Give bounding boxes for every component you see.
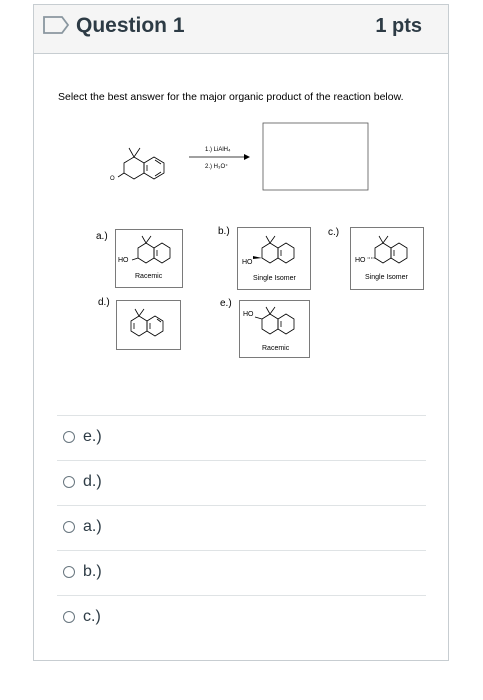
option-b-note: Single Isomer — [253, 275, 296, 282]
answer-choice-b[interactable] — [57, 550, 426, 595]
answer-label[interactable]: c.) — [83, 608, 101, 625]
question-prompt: Select the best answer for the major organic product of the reaction below. — [58, 91, 404, 103]
question-card — [33, 4, 449, 661]
answer-choice-d[interactable] — [57, 460, 426, 505]
option-a-note: Racemic — [135, 273, 163, 280]
arrow-head — [244, 154, 250, 160]
option-b-structure — [237, 227, 311, 290]
radio-button[interactable] — [63, 476, 75, 488]
radio-button[interactable] — [63, 611, 75, 623]
option-e-note: Racemic — [262, 345, 290, 352]
answer-label[interactable]: b.) — [83, 563, 102, 580]
answer-choice-a[interactable] — [57, 505, 426, 550]
option-b-group: HO — [242, 259, 253, 266]
answer-label[interactable]: d.) — [83, 473, 102, 490]
option-a-structure — [115, 229, 183, 288]
option-e-label: e.) — [220, 298, 232, 309]
carbonyl-o-label: O — [110, 176, 115, 182]
answer-label[interactable]: a.) — [83, 518, 102, 535]
option-d-structure — [116, 300, 181, 350]
reagent-step-2: 2.) H₃O⁺ — [205, 164, 229, 170]
option-c-group: HO — [355, 257, 366, 264]
option-d-label: d.) — [98, 297, 110, 308]
radio-button[interactable] — [63, 521, 75, 533]
answer-choice-e[interactable] — [57, 415, 426, 460]
question-points: 1 pts — [375, 15, 422, 37]
option-e-structure — [239, 300, 310, 358]
option-b-label: b.) — [218, 226, 230, 237]
option-c-label: c.) — [328, 227, 340, 238]
option-c-structure — [350, 227, 424, 290]
answer-label[interactable]: e.) — [83, 428, 102, 445]
radio-button[interactable] — [63, 431, 75, 443]
reagent-step-1: 1.) LiAlH₄ — [205, 147, 231, 153]
option-c-note: Single Isomer — [365, 274, 408, 281]
question-title: Question 1 — [76, 14, 185, 37]
option-a-label: a.) — [96, 231, 108, 242]
product-answer-box — [263, 123, 368, 190]
answer-choice-c[interactable] — [57, 595, 426, 640]
answer-choices — [57, 415, 426, 640]
radio-button[interactable] — [63, 566, 75, 578]
option-a-group: HO — [118, 257, 129, 264]
option-d-molecule — [117, 301, 180, 349]
option-e-group: HO — [243, 311, 254, 318]
starting-material-structure — [118, 148, 164, 179]
